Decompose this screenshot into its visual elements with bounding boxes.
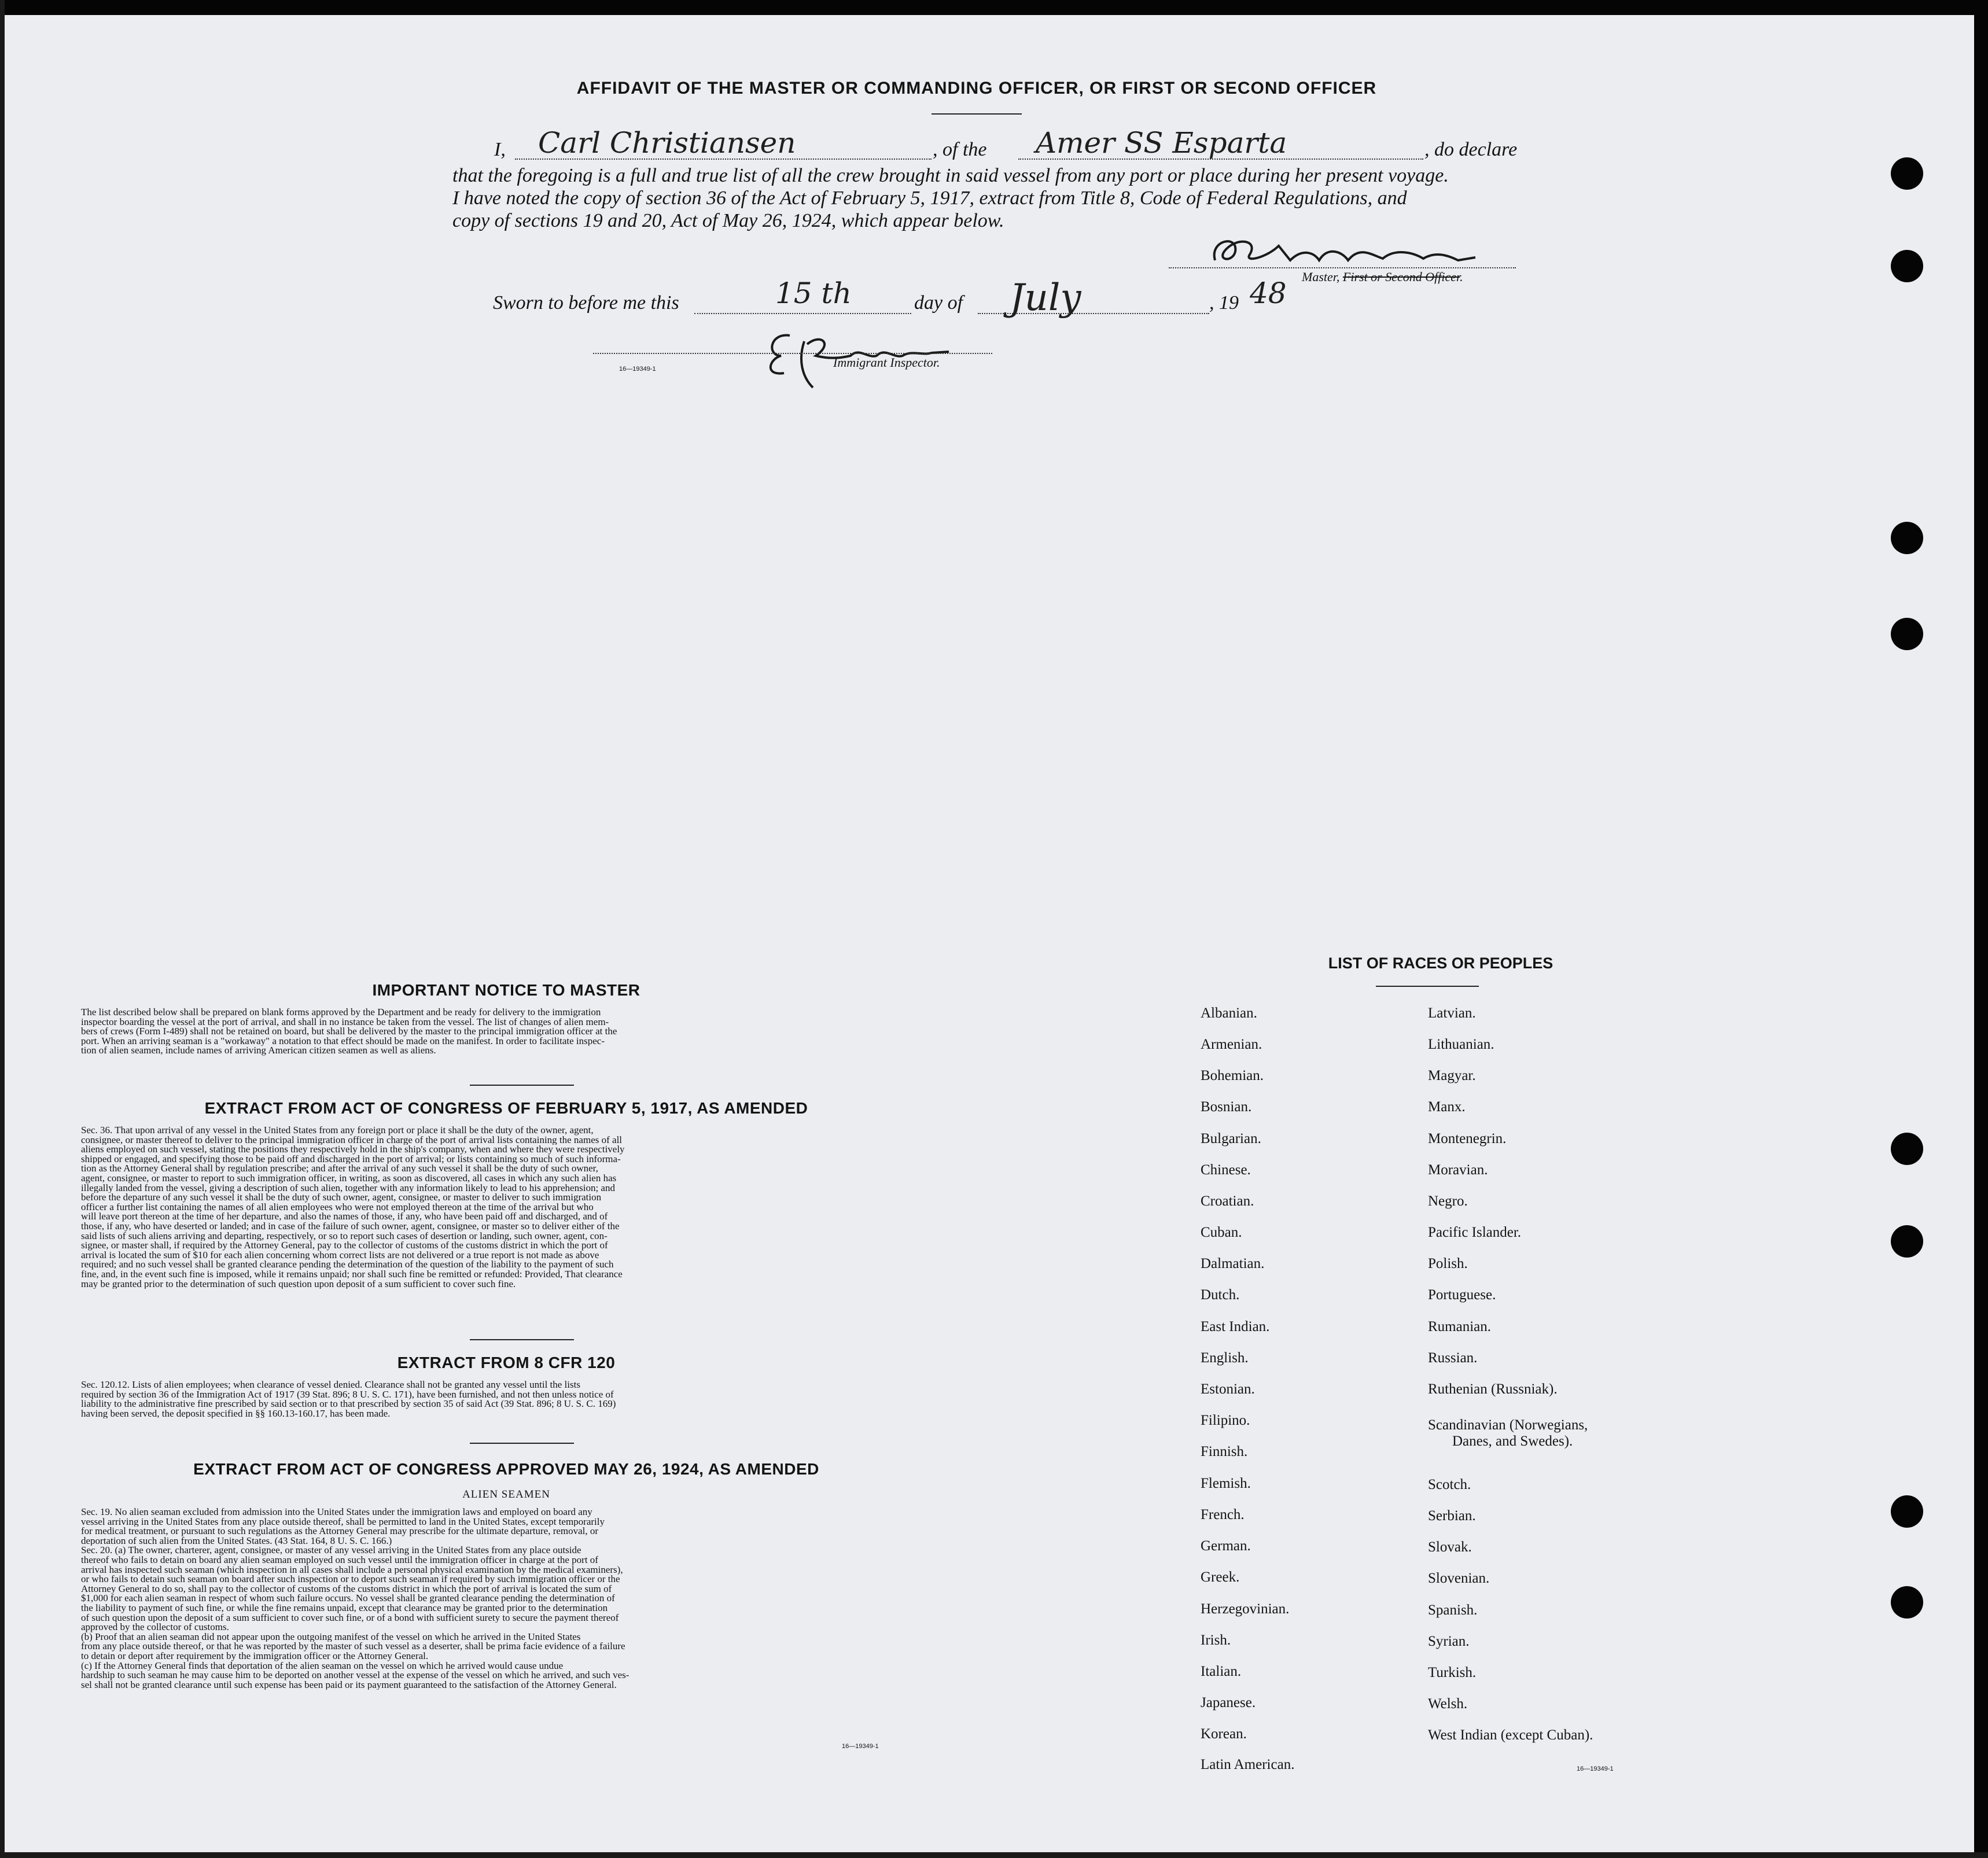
- notice-title: IMPORTANT NOTICE TO MASTER: [372, 981, 640, 999]
- text-line: tion of alien seamen, include names of arriving American citizen seamen as well as aliens.: [81, 1046, 436, 1056]
- race-item: Flemish.: [1201, 1476, 1251, 1491]
- race-item: Ruthenian (Russniak).: [1428, 1381, 1558, 1397]
- do-declare-label: , do declare: [1424, 139, 1518, 160]
- punch-hole: [1891, 1225, 1923, 1258]
- race-item: Dalmatian.: [1201, 1256, 1265, 1271]
- text-line: illegally landed from the vessel, giving a description of such alien, together with any information likely to lead to his apprehension; and: [81, 1183, 615, 1193]
- race-item: Japanese.: [1201, 1695, 1256, 1710]
- race-item: Chinese.: [1201, 1162, 1251, 1178]
- race-item: Bulgarian.: [1201, 1131, 1261, 1146]
- scan-border-top: [0, 0, 1988, 15]
- master-signature-line: [1169, 261, 1516, 268]
- race-item: Lithuanian.: [1428, 1037, 1494, 1052]
- text-line: said lists of such aliens arriving and departing, respectively, or so to report such cases of desertion or landing, such owner, agent, con-: [81, 1231, 608, 1241]
- race-item: Russian.: [1428, 1350, 1478, 1366]
- race-item: Latvian.: [1428, 1005, 1476, 1021]
- race-item: Portuguese.: [1428, 1287, 1496, 1303]
- text-line: required by section 36 of the Immigration Act of 1917 (39 Stat. 896; 8 U. S. C. 171), have been furnished, and not then unless notice of: [81, 1389, 614, 1400]
- text-line: (c) If the Attorney General finds that deportation of the alien seaman on the vessel on which he arrived would cause undue: [81, 1661, 564, 1671]
- race-item: Dutch.: [1201, 1287, 1240, 1303]
- race-item: East Indian.: [1201, 1319, 1270, 1334]
- race-item: French.: [1201, 1507, 1245, 1522]
- sworn-label: Sworn to before me this: [493, 292, 679, 314]
- sworn-year: 48: [1250, 277, 1287, 310]
- text-line: those, if any, who have deserted or landed; and in case of the failure of such owner, agent, consignee, or master so to deliver either of the: [81, 1221, 620, 1232]
- text-line: Sec. 19. No alien seaman excluded from admission into the United States under the immigration laws and employed on board any: [81, 1507, 592, 1517]
- extract-1924-body: [81, 1507, 929, 1690]
- text-line: sel shall not be granted clearance until such expense has been paid or its payment guaranteed to the satisfaction of the Attorney General.: [81, 1680, 617, 1690]
- text-line: consignee, or master thereof to deliver to the principal immigration officer in charge of the port of arrival lists containing the names of all: [81, 1135, 623, 1145]
- vessel-name: Amer SS Esparta: [1036, 126, 1287, 160]
- race-item: Finnish.: [1201, 1444, 1248, 1459]
- scan-border-bottom: [0, 1852, 1988, 1858]
- punch-hole: [1891, 1495, 1923, 1528]
- race-item: Irish.: [1201, 1632, 1231, 1648]
- race-item: Syrian.: [1428, 1634, 1470, 1649]
- text-line: will leave port thereon at the time of her departure, and also the names of those, if any, who have been paid off and discharged, and of: [81, 1212, 608, 1222]
- text-line: $1,000 for each alien seaman in respect of whom such failure occurs. No vessel shall be granted clearance pending the determination of: [81, 1594, 615, 1603]
- race-item: English.: [1201, 1350, 1249, 1366]
- race-item: Italian.: [1201, 1664, 1242, 1679]
- text-line: the liability to payment of such fine, or while the fine remains unpaid, except that clearance may be granted prior to the determination: [81, 1603, 608, 1613]
- punch-hole: [1891, 1586, 1923, 1619]
- race-item: Pacific Islander.: [1428, 1225, 1522, 1240]
- section-divider: [470, 1339, 574, 1340]
- form-code: 16—19349-1: [619, 366, 656, 373]
- form-code: 16—19349-1: [842, 1743, 879, 1750]
- race-item: Korean.: [1201, 1726, 1247, 1742]
- races-divider: [1376, 986, 1479, 987]
- signature-caption: [1302, 270, 1463, 285]
- text-line: Attorney General to do so, shall pay to the collector of customs of the customs district in which the port of arrival is located the sum of: [81, 1584, 612, 1594]
- day-of-label: day of: [914, 292, 963, 314]
- race-item: Bohemian.: [1201, 1068, 1264, 1083]
- text-line: required; and no such vessel shall be granted clearance pending the determination of the question of the liability to the payment of such: [81, 1260, 614, 1270]
- of-the-label: , of the: [933, 139, 987, 160]
- text-line: arrival has inspected such seaman (which inspection in all cases shall include a personal physical examination by the medical examiners),: [81, 1565, 623, 1575]
- punch-hole: [1891, 157, 1923, 190]
- text-line: vessel arriving in the United States from any place outside thereof, shall be permitted to land in the United States, except temporarily: [81, 1517, 605, 1527]
- master-name: Carl Christiansen: [538, 126, 796, 160]
- race-item: Estonian.: [1201, 1381, 1255, 1397]
- text-line: may be granted prior to the determination of such question upon deposit of a sum sufficient to cover such fine.: [81, 1279, 516, 1289]
- race-item: Scotch.: [1428, 1477, 1471, 1492]
- text-line: inspector boarding the vessel at the port of arrival, and shall in no instance be taken from the vessel. The list of changes of alien mem-: [81, 1017, 609, 1027]
- affidavit-title: AFFIDAVIT OF THE MASTER OR COMMANDING OFFICER, OR FIRST OR SECOND OFFICER: [576, 79, 1377, 98]
- extract-cfr-title: EXTRACT FROM 8 CFR 120: [397, 1354, 616, 1372]
- text-line: fine, and, in the event such fine is imposed, while it remains unpaid; nor shall such fine be remitted or refunded: Provided, That clearance: [81, 1269, 623, 1280]
- race-item: Armenian.: [1201, 1037, 1262, 1052]
- text-line: approved by the collector of customs.: [81, 1623, 229, 1632]
- race-item: Montenegrin.: [1428, 1131, 1507, 1146]
- year-prefix: , 19: [1209, 292, 1239, 314]
- form-code: 16—19349-1: [1577, 1765, 1614, 1772]
- race-item: Croatian.: [1201, 1193, 1254, 1209]
- signature-caption-prefix: Master,: [1302, 270, 1340, 284]
- affidavit-text-line: copy of sections 19 and 20, Act of May 26, 1924, which appear below.: [452, 210, 1004, 231]
- text-line: port. When an arriving seaman is a "workaway" a notation to that effect should be made on the manifest. In order to facilitate inspec-: [81, 1036, 605, 1046]
- race-item: Danes, and Swedes).: [1452, 1433, 1573, 1449]
- notice-body: [81, 1008, 929, 1056]
- text-line: officer a further list containing the names of all alien employees who were not employed thereon at the time of the arrival but who: [81, 1202, 594, 1212]
- extract-1917-title: EXTRACT FROM ACT OF CONGRESS OF FEBRUARY 5, 1917, AS AMENDED: [204, 1099, 808, 1117]
- sworn-month: July: [1010, 277, 1081, 319]
- inspector-signature-line: [593, 347, 992, 354]
- text-line: shipped or engaged, and specifying those to be paid off and discharged in the port of arrival; or lists containing so much of such informa-: [81, 1154, 621, 1164]
- text-line: signee, or master shall, if required by the Attorney General, pay to the collector of customs of the customs district in which the port of: [81, 1241, 608, 1251]
- text-line: Sec. 20. (a) The owner, charterer, agent, consignee, or master of any vessel arriving in the United States from any place outside: [81, 1546, 581, 1555]
- extract-cfr-body: [81, 1380, 929, 1418]
- text-line: to detain or deport after requirement by the immigration officer or the Attorney General.: [81, 1651, 429, 1661]
- text-line: The list described below shall be prepared on blank forms approved by the Department and be ready for delivery to the immigration: [81, 1008, 601, 1018]
- race-item: German.: [1201, 1538, 1251, 1554]
- text-line: for medical treatment, or pursuant to such regulations as the Attorney General may prescribe for the ultimate departure, removal, or: [81, 1527, 599, 1536]
- affidavit-text-line: I have noted the copy of section 36 of the Act of February 5, 1917, extract from Title 8, Code of Federal Regulations, and: [452, 187, 1407, 209]
- race-item: West Indian (except Cuban).: [1428, 1727, 1593, 1743]
- text-line: arrival is located the sum of $10 for each alien concerning whom correct lists are not delivered or a true report is not made as above: [81, 1250, 599, 1260]
- text-line: deportation of such alien from the United States. (43 Stat. 164, 8 U. S. C. 166.): [81, 1536, 392, 1546]
- race-item: Moravian.: [1428, 1162, 1488, 1178]
- text-line: or who fails to detain such seaman on board after such inspection or to deport such seaman if required by such immigration officer or the: [81, 1575, 620, 1584]
- text-line: Sec. 36. That upon arrival of any vessel in the United States from any foreign port or place it shall be the duty of the owner, agent,: [81, 1126, 594, 1136]
- inspector-caption: Immigrant Inspector.: [833, 355, 940, 370]
- races-title: LIST OF RACES OR PEOPLES: [1328, 954, 1553, 972]
- text-line: Sec. 120.12. Lists of alien employees; when clearance of vessel denied. Clearance shall not be granted any vessel until the lists: [81, 1380, 580, 1390]
- race-item: Turkish.: [1428, 1665, 1477, 1680]
- extract-1924-title: EXTRACT FROM ACT OF CONGRESS APPROVED MAY 26, 1924, AS AMENDED: [193, 1460, 819, 1478]
- race-item: Slovak.: [1428, 1539, 1472, 1555]
- race-item: Rumanian.: [1428, 1319, 1492, 1334]
- text-line: before the departure of any such vessel it shall be the duty of such owner, agent, consignee, or master to deliver to such immigration: [81, 1193, 602, 1203]
- race-item: Polish.: [1428, 1256, 1468, 1271]
- i-label: I,: [494, 139, 506, 160]
- race-item: Herzegovinian.: [1201, 1601, 1290, 1617]
- affidavit-text-line: that the foregoing is a full and true list of all the crew brought in said vessel from any port or place during her present voyage.: [452, 165, 1449, 186]
- punch-hole: [1891, 522, 1923, 554]
- race-item: Filipino.: [1201, 1413, 1250, 1428]
- text-line: having been served, the deposit specified in §§ 160.13-160.17, has been made.: [81, 1409, 391, 1419]
- race-item: Welsh.: [1428, 1696, 1468, 1712]
- scan-border-right: [1974, 0, 1988, 1858]
- text-line: liability to the administrative fine prescribed by said section or to that prescribed by section 35 of said Act (39 Stat. 896; 8 U. S. C. 169): [81, 1399, 616, 1409]
- race-item: Latin American.: [1201, 1757, 1295, 1772]
- race-item: Magyar.: [1428, 1068, 1476, 1083]
- sworn-day: 15 th: [775, 277, 852, 310]
- text-line: tion as the Attorney General shall by regulation prescribe; and after the arrival of any such vessel it shall be the duty of such owner,: [81, 1164, 598, 1174]
- text-line: aliens employed on such vessel, stating the positions they respectively hold in the ship's company, when and where they were respectively: [81, 1145, 625, 1155]
- text-line: of such question upon the deposit of a sum sufficient to cover such fine, or of a bond with sufficient surety to secure the payment thereof: [81, 1613, 619, 1623]
- text-line: hardship to such seaman he may cause him to be deported on another vessel at the expense of the vessel on which he arrived, and such ves-: [81, 1671, 629, 1680]
- race-item: Serbian.: [1428, 1508, 1476, 1524]
- race-item: Spanish.: [1428, 1602, 1478, 1618]
- race-item: Cuban.: [1201, 1225, 1242, 1240]
- race-item: Negro.: [1428, 1193, 1468, 1209]
- race-item: Greek.: [1201, 1569, 1240, 1585]
- race-item: Albanian.: [1201, 1005, 1257, 1021]
- extract-1917-body: [81, 1126, 929, 1289]
- text-line: thereof who fails to detain on board any alien seaman employed on such vessel until the immigration officer in charge at the port of: [81, 1555, 598, 1565]
- race-item: Bosnian.: [1201, 1099, 1252, 1115]
- text-line: bers of crews (Form I-489) shall not be retained on board, but shall be delivered by the master to the principal immigration officer at the: [81, 1027, 617, 1037]
- race-item: Slovenian.: [1428, 1571, 1490, 1586]
- signature-caption-struck: First or Second Officer: [1342, 270, 1460, 284]
- race-item: Manx.: [1428, 1099, 1466, 1115]
- section-divider: [470, 1443, 574, 1444]
- text-line: agent, consignee, or master to report to such immigration officer, in writing, as soon as discovered, all cases in which any such alien has: [81, 1173, 617, 1184]
- signature-caption-suffix: .: [1460, 270, 1463, 284]
- punch-hole: [1891, 1133, 1923, 1165]
- extract-1924-subtitle: ALIEN SEAMEN: [462, 1488, 550, 1501]
- text-line: (b) Proof that an alien seaman did not appear upon the outgoing manifest of the vessel on which he arrived in the United States: [81, 1632, 581, 1642]
- text-line: from any place outside thereof, or that he was reported by the master of such vessel as a deserter, shall be prima facie evidence of a failure: [81, 1642, 625, 1651]
- punch-hole: [1891, 250, 1923, 282]
- title-divider: [932, 113, 1022, 115]
- race-item: Scandinavian (Norwegians,: [1428, 1417, 1588, 1433]
- punch-hole: [1891, 618, 1923, 650]
- scan-border-left: [0, 0, 5, 1858]
- section-divider: [470, 1085, 574, 1086]
